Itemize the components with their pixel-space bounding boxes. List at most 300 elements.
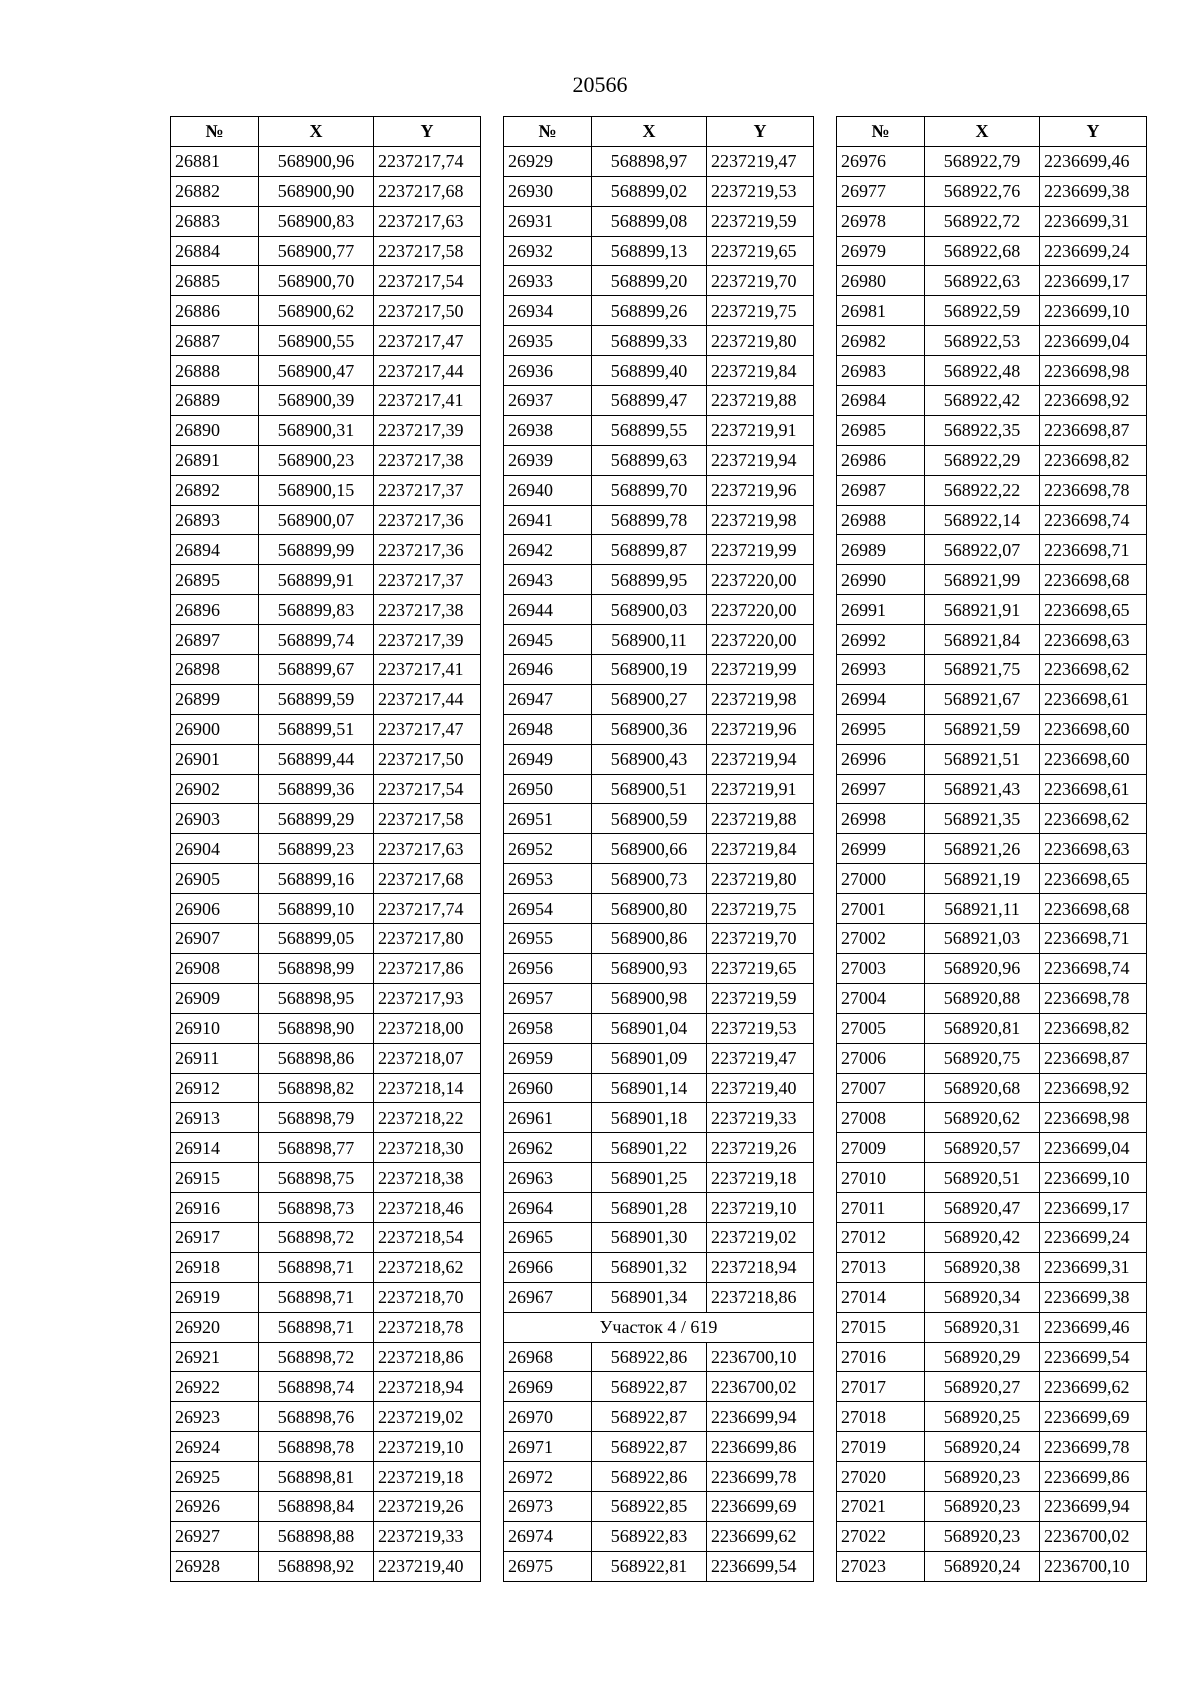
point-number: 26974 — [504, 1521, 592, 1551]
y-coordinate: 2237217,36 — [374, 535, 481, 565]
table-row — [171, 1312, 481, 1342]
y-coordinate: 2236699,86 — [707, 1432, 814, 1462]
table-row — [504, 894, 814, 924]
y-coordinate: 2237217,37 — [374, 475, 481, 505]
table-row — [504, 1342, 814, 1372]
table-row — [837, 804, 1147, 834]
y-coordinate: 2237219,18 — [707, 1163, 814, 1193]
point-number: 26995 — [837, 714, 925, 744]
point-number: 26980 — [837, 266, 925, 296]
y-coordinate: 2236698,62 — [1040, 655, 1147, 685]
x-coordinate: 568900,86 — [592, 924, 707, 954]
y-coordinate: 2237219,10 — [707, 1193, 814, 1223]
y-coordinate: 2237217,47 — [374, 714, 481, 744]
x-coordinate: 568920,29 — [925, 1342, 1040, 1372]
y-coordinate: 2236699,86 — [1040, 1462, 1147, 1492]
point-number: 26984 — [837, 386, 925, 416]
point-number: 26966 — [504, 1252, 592, 1282]
table-row — [171, 684, 481, 714]
table-row — [504, 1073, 814, 1103]
point-number: 27017 — [837, 1372, 925, 1402]
y-coordinate: 2236699,78 — [1040, 1432, 1147, 1462]
point-number: 26941 — [504, 505, 592, 535]
y-coordinate: 2237219,98 — [707, 505, 814, 535]
y-coordinate: 2237217,80 — [374, 924, 481, 954]
point-number: 26898 — [171, 655, 259, 685]
y-coordinate: 2236698,71 — [1040, 924, 1147, 954]
point-number: 26897 — [171, 625, 259, 655]
y-coordinate: 2237217,74 — [374, 894, 481, 924]
point-number: 26952 — [504, 834, 592, 864]
table-row — [837, 625, 1147, 655]
y-coordinate: 2237219,40 — [707, 1073, 814, 1103]
y-coordinate: 2236699,54 — [707, 1551, 814, 1581]
point-number: 26889 — [171, 386, 259, 416]
y-coordinate: 2236698,61 — [1040, 774, 1147, 804]
y-coordinate: 2237218,94 — [374, 1372, 481, 1402]
x-coordinate: 568922,76 — [925, 176, 1040, 206]
header-y: Y — [707, 117, 814, 147]
table-row — [837, 1043, 1147, 1073]
table-row — [504, 924, 814, 954]
x-coordinate: 568900,51 — [592, 774, 707, 804]
table-row — [837, 415, 1147, 445]
x-coordinate: 568898,73 — [259, 1193, 374, 1223]
point-number: 27001 — [837, 894, 925, 924]
point-number: 26932 — [504, 236, 592, 266]
y-coordinate: 2237219,75 — [707, 894, 814, 924]
x-coordinate: 568901,04 — [592, 1013, 707, 1043]
y-coordinate: 2237217,50 — [374, 744, 481, 774]
point-number: 26957 — [504, 983, 592, 1013]
x-coordinate: 568898,90 — [259, 1013, 374, 1043]
point-number: 26914 — [171, 1133, 259, 1163]
y-coordinate: 2237219,80 — [707, 326, 814, 356]
point-number: 26948 — [504, 714, 592, 744]
x-coordinate: 568900,59 — [592, 804, 707, 834]
y-coordinate: 2237219,70 — [707, 266, 814, 296]
point-number: 27003 — [837, 953, 925, 983]
point-number: 26935 — [504, 326, 592, 356]
x-coordinate: 568899,67 — [259, 655, 374, 685]
x-coordinate: 568899,02 — [592, 176, 707, 206]
x-coordinate: 568922,81 — [592, 1551, 707, 1581]
point-number: 26886 — [171, 296, 259, 326]
table-row — [837, 1193, 1147, 1223]
x-coordinate: 568898,74 — [259, 1372, 374, 1402]
y-coordinate: 2236698,78 — [1040, 475, 1147, 505]
y-coordinate: 2237217,44 — [374, 356, 481, 386]
y-coordinate: 2236699,24 — [1040, 236, 1147, 266]
x-coordinate: 568899,51 — [259, 714, 374, 744]
x-coordinate: 568899,59 — [259, 684, 374, 714]
point-number: 26900 — [171, 714, 259, 744]
x-coordinate: 568900,43 — [592, 744, 707, 774]
table-row — [171, 445, 481, 475]
x-coordinate: 568922,85 — [592, 1491, 707, 1521]
table-row — [837, 535, 1147, 565]
y-coordinate: 2236698,68 — [1040, 565, 1147, 595]
x-coordinate: 568922,87 — [592, 1402, 707, 1432]
point-number: 26881 — [171, 146, 259, 176]
table-row — [837, 744, 1147, 774]
point-number: 26911 — [171, 1043, 259, 1073]
y-coordinate: 2236699,78 — [707, 1462, 814, 1492]
x-coordinate: 568899,36 — [259, 774, 374, 804]
table-row — [504, 356, 814, 386]
table-row — [837, 505, 1147, 535]
x-coordinate: 568921,43 — [925, 774, 1040, 804]
point-number: 27023 — [837, 1551, 925, 1581]
point-number: 27018 — [837, 1402, 925, 1432]
x-coordinate: 568898,71 — [259, 1312, 374, 1342]
x-coordinate: 568920,62 — [925, 1103, 1040, 1133]
table-row — [171, 924, 481, 954]
x-coordinate: 568899,33 — [592, 326, 707, 356]
y-coordinate: 2237217,63 — [374, 834, 481, 864]
x-coordinate: 568898,84 — [259, 1491, 374, 1521]
table-row — [504, 1013, 814, 1043]
x-coordinate: 568899,55 — [592, 415, 707, 445]
table-row — [837, 1462, 1147, 1492]
point-number: 26916 — [171, 1193, 259, 1223]
point-number: 26994 — [837, 684, 925, 714]
x-coordinate: 568900,73 — [592, 864, 707, 894]
y-coordinate: 2237219,26 — [374, 1491, 481, 1521]
table-row — [504, 1432, 814, 1462]
y-coordinate: 2237217,63 — [374, 206, 481, 236]
x-coordinate: 568898,99 — [259, 953, 374, 983]
y-coordinate: 2236700,02 — [1040, 1521, 1147, 1551]
table-row — [171, 1462, 481, 1492]
point-number: 26976 — [837, 146, 925, 176]
y-coordinate: 2236698,60 — [1040, 714, 1147, 744]
point-number: 26961 — [504, 1103, 592, 1133]
y-coordinate: 2236698,82 — [1040, 1013, 1147, 1043]
point-number: 26970 — [504, 1402, 592, 1432]
y-coordinate: 2237219,99 — [707, 655, 814, 685]
x-coordinate: 568899,08 — [592, 206, 707, 236]
point-number: 27016 — [837, 1342, 925, 1372]
table-row — [171, 1551, 481, 1581]
x-coordinate: 568900,03 — [592, 595, 707, 625]
table-row — [504, 1551, 814, 1581]
y-coordinate: 2237217,54 — [374, 266, 481, 296]
table-row — [171, 1103, 481, 1133]
y-coordinate: 2236699,62 — [707, 1521, 814, 1551]
y-coordinate: 2236698,74 — [1040, 505, 1147, 535]
y-coordinate: 2236699,04 — [1040, 1133, 1147, 1163]
table-row — [504, 415, 814, 445]
x-coordinate: 568900,70 — [259, 266, 374, 296]
x-coordinate: 568898,78 — [259, 1432, 374, 1462]
table-row — [837, 1103, 1147, 1133]
x-coordinate: 568922,53 — [925, 326, 1040, 356]
table-row — [504, 1491, 814, 1521]
y-coordinate: 2237218,30 — [374, 1133, 481, 1163]
table-row — [171, 953, 481, 983]
point-number: 26921 — [171, 1342, 259, 1372]
y-coordinate: 2236699,17 — [1040, 266, 1147, 296]
y-coordinate: 2237219,75 — [707, 296, 814, 326]
x-coordinate: 568898,77 — [259, 1133, 374, 1163]
x-coordinate: 568899,74 — [259, 625, 374, 655]
table-row — [837, 864, 1147, 894]
x-coordinate: 568921,35 — [925, 804, 1040, 834]
x-coordinate: 568899,99 — [259, 535, 374, 565]
x-coordinate: 568899,40 — [592, 356, 707, 386]
y-coordinate: 2237217,39 — [374, 415, 481, 445]
table-row — [837, 774, 1147, 804]
y-coordinate: 2236698,65 — [1040, 864, 1147, 894]
y-coordinate: 2236698,71 — [1040, 535, 1147, 565]
x-coordinate: 568900,66 — [592, 834, 707, 864]
point-number: 26926 — [171, 1491, 259, 1521]
point-number: 26893 — [171, 505, 259, 535]
point-number: 26972 — [504, 1462, 592, 1492]
x-coordinate: 568920,47 — [925, 1193, 1040, 1223]
x-coordinate: 568900,11 — [592, 625, 707, 655]
x-coordinate: 568898,71 — [259, 1252, 374, 1282]
table-row — [837, 1372, 1147, 1402]
y-coordinate: 2237219,53 — [707, 176, 814, 206]
y-coordinate: 2236698,87 — [1040, 415, 1147, 445]
table-row — [171, 505, 481, 535]
table-row — [837, 924, 1147, 954]
point-number: 26934 — [504, 296, 592, 326]
table-row — [504, 1103, 814, 1133]
point-number: 26938 — [504, 415, 592, 445]
point-number: 26884 — [171, 236, 259, 266]
point-number: 26954 — [504, 894, 592, 924]
y-coordinate: 2237219,80 — [707, 864, 814, 894]
point-number: 26924 — [171, 1432, 259, 1462]
table-row — [837, 953, 1147, 983]
x-coordinate: 568898,92 — [259, 1551, 374, 1581]
point-number: 26902 — [171, 774, 259, 804]
table-row — [837, 1342, 1147, 1372]
y-coordinate: 2237219,91 — [707, 415, 814, 445]
table-row — [504, 625, 814, 655]
y-coordinate: 2237218,14 — [374, 1073, 481, 1103]
table-row — [837, 176, 1147, 206]
x-coordinate: 568900,98 — [592, 983, 707, 1013]
point-number: 26912 — [171, 1073, 259, 1103]
table-row — [171, 475, 481, 505]
x-coordinate: 568898,95 — [259, 983, 374, 1013]
table-row — [837, 475, 1147, 505]
point-number: 26996 — [837, 744, 925, 774]
y-coordinate: 2237219,59 — [707, 983, 814, 1013]
point-number: 26885 — [171, 266, 259, 296]
point-number: 26929 — [504, 146, 592, 176]
x-coordinate: 568901,22 — [592, 1133, 707, 1163]
table-row — [837, 834, 1147, 864]
point-number: 26882 — [171, 176, 259, 206]
table-row — [171, 1342, 481, 1372]
table-row — [837, 1521, 1147, 1551]
table-row — [504, 834, 814, 864]
table-row — [171, 236, 481, 266]
y-coordinate: 2236698,92 — [1040, 1073, 1147, 1103]
y-coordinate: 2236699,10 — [1040, 296, 1147, 326]
x-coordinate: 568901,25 — [592, 1163, 707, 1193]
point-number: 26931 — [504, 206, 592, 236]
y-coordinate: 2237220,00 — [707, 625, 814, 655]
table-header-row — [171, 117, 481, 147]
header-x: X — [259, 117, 374, 147]
x-coordinate: 568901,14 — [592, 1073, 707, 1103]
x-coordinate: 568921,99 — [925, 565, 1040, 595]
table-row — [171, 1193, 481, 1223]
y-coordinate: 2237218,86 — [374, 1342, 481, 1372]
point-number: 26975 — [504, 1551, 592, 1581]
x-coordinate: 568900,96 — [259, 146, 374, 176]
table-row — [504, 535, 814, 565]
x-coordinate: 568901,28 — [592, 1193, 707, 1223]
y-coordinate: 2236699,38 — [1040, 176, 1147, 206]
point-number: 26930 — [504, 176, 592, 206]
point-number: 26965 — [504, 1222, 592, 1252]
x-coordinate: 568898,86 — [259, 1043, 374, 1073]
table-row — [504, 445, 814, 475]
point-number: 26917 — [171, 1222, 259, 1252]
point-number: 27014 — [837, 1282, 925, 1312]
table-row — [504, 475, 814, 505]
table-row — [504, 565, 814, 595]
point-number: 26922 — [171, 1372, 259, 1402]
x-coordinate: 568922,63 — [925, 266, 1040, 296]
x-coordinate: 568901,34 — [592, 1282, 707, 1312]
y-coordinate: 2237219,18 — [374, 1462, 481, 1492]
x-coordinate: 568900,39 — [259, 386, 374, 416]
point-number: 26986 — [837, 445, 925, 475]
table-row — [171, 266, 481, 296]
point-number: 26928 — [171, 1551, 259, 1581]
y-coordinate: 2237217,41 — [374, 386, 481, 416]
y-coordinate: 2237219,70 — [707, 924, 814, 954]
point-number: 26991 — [837, 595, 925, 625]
point-number: 26978 — [837, 206, 925, 236]
point-number: 26901 — [171, 744, 259, 774]
table-row — [504, 326, 814, 356]
x-coordinate: 568898,76 — [259, 1402, 374, 1432]
y-coordinate: 2237219,02 — [707, 1222, 814, 1252]
point-number: 26947 — [504, 684, 592, 714]
y-coordinate: 2236699,04 — [1040, 326, 1147, 356]
y-coordinate: 2236699,46 — [1040, 146, 1147, 176]
x-coordinate: 568921,03 — [925, 924, 1040, 954]
point-number: 26919 — [171, 1282, 259, 1312]
point-number: 26982 — [837, 326, 925, 356]
table-row — [504, 714, 814, 744]
y-coordinate: 2237219,47 — [707, 146, 814, 176]
point-number: 26973 — [504, 1491, 592, 1521]
point-number: 26997 — [837, 774, 925, 804]
x-coordinate: 568922,72 — [925, 206, 1040, 236]
x-coordinate: 568920,88 — [925, 983, 1040, 1013]
point-number: 26968 — [504, 1342, 592, 1372]
table-row — [171, 1073, 481, 1103]
table-row — [171, 1521, 481, 1551]
point-number: 26999 — [837, 834, 925, 864]
y-coordinate: 2236698,87 — [1040, 1043, 1147, 1073]
x-coordinate: 568900,62 — [259, 296, 374, 326]
table-row — [171, 1043, 481, 1073]
point-number: 26959 — [504, 1043, 592, 1073]
point-number: 26963 — [504, 1163, 592, 1193]
x-coordinate: 568922,59 — [925, 296, 1040, 326]
x-coordinate: 568922,07 — [925, 535, 1040, 565]
table-row — [504, 804, 814, 834]
x-coordinate: 568920,23 — [925, 1491, 1040, 1521]
table-row — [171, 206, 481, 236]
y-coordinate: 2237219,91 — [707, 774, 814, 804]
x-coordinate: 568920,38 — [925, 1252, 1040, 1282]
y-coordinate: 2237218,38 — [374, 1163, 481, 1193]
y-coordinate: 2236698,98 — [1040, 356, 1147, 386]
table-row — [171, 774, 481, 804]
x-coordinate: 568901,30 — [592, 1222, 707, 1252]
x-coordinate: 568899,47 — [592, 386, 707, 416]
x-coordinate: 568901,32 — [592, 1252, 707, 1282]
table-row — [171, 894, 481, 924]
point-number: 26894 — [171, 535, 259, 565]
x-coordinate: 568898,81 — [259, 1462, 374, 1492]
x-coordinate: 568922,86 — [592, 1462, 707, 1492]
y-coordinate: 2237217,39 — [374, 625, 481, 655]
x-coordinate: 568921,67 — [925, 684, 1040, 714]
point-number: 27015 — [837, 1312, 925, 1342]
y-coordinate: 2237217,44 — [374, 684, 481, 714]
x-coordinate: 568921,19 — [925, 864, 1040, 894]
y-coordinate: 2236698,65 — [1040, 595, 1147, 625]
table-row — [504, 655, 814, 685]
point-number: 27004 — [837, 983, 925, 1013]
table-row — [837, 894, 1147, 924]
table-row — [171, 326, 481, 356]
point-number: 27019 — [837, 1432, 925, 1462]
x-coordinate: 568899,78 — [592, 505, 707, 535]
point-number: 26969 — [504, 1372, 592, 1402]
table-row — [837, 595, 1147, 625]
y-coordinate: 2237219,65 — [707, 236, 814, 266]
y-coordinate: 2236698,78 — [1040, 983, 1147, 1013]
table-row — [837, 1222, 1147, 1252]
x-coordinate: 568922,35 — [925, 415, 1040, 445]
point-number: 26933 — [504, 266, 592, 296]
x-coordinate: 568922,48 — [925, 356, 1040, 386]
y-coordinate: 2237219,59 — [707, 206, 814, 236]
table-row — [171, 415, 481, 445]
y-coordinate: 2236699,24 — [1040, 1222, 1147, 1252]
x-coordinate: 568922,42 — [925, 386, 1040, 416]
point-number: 26987 — [837, 475, 925, 505]
y-coordinate: 2237219,99 — [707, 535, 814, 565]
x-coordinate: 568921,51 — [925, 744, 1040, 774]
table-row — [504, 176, 814, 206]
point-number: 27007 — [837, 1073, 925, 1103]
x-coordinate: 568922,68 — [925, 236, 1040, 266]
section-row — [504, 1312, 814, 1342]
point-number: 26936 — [504, 356, 592, 386]
point-number: 27000 — [837, 864, 925, 894]
x-coordinate: 568920,23 — [925, 1462, 1040, 1492]
table-row — [171, 804, 481, 834]
y-coordinate: 2237218,94 — [707, 1252, 814, 1282]
point-number: 27009 — [837, 1133, 925, 1163]
point-number: 26896 — [171, 595, 259, 625]
